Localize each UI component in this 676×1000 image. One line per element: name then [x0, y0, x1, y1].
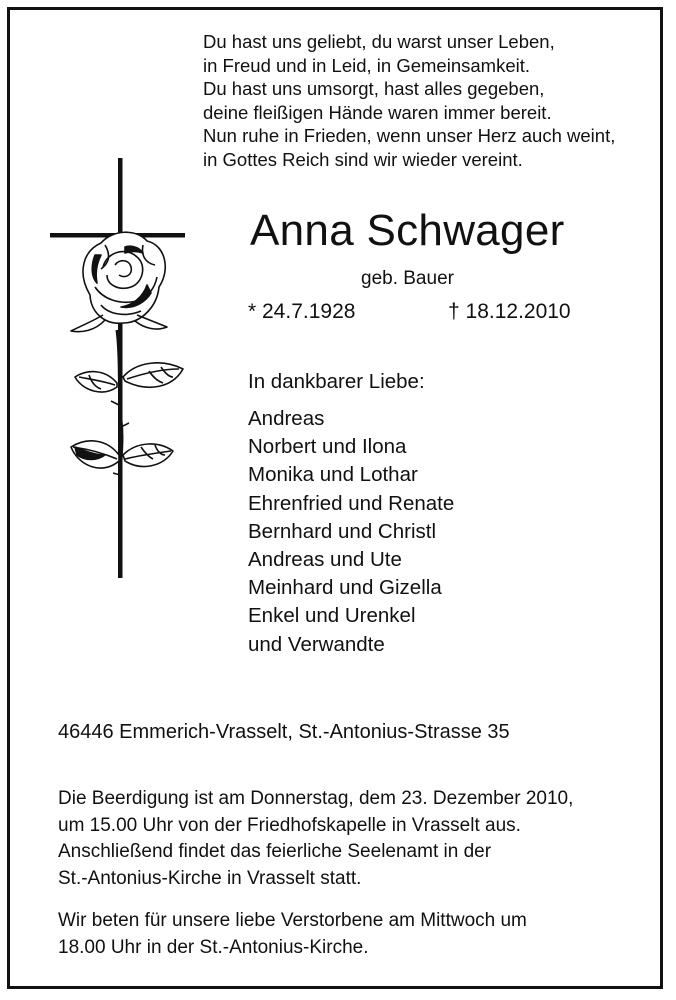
funeral-line: um 15.00 Uhr von der Friedhofskapelle in Vrasselt aus. — [58, 814, 521, 836]
mourner-entry: Andreas und Ute — [248, 548, 402, 572]
birth-date: * 24.7.1928 — [248, 300, 356, 323]
mourners-list — [248, 405, 454, 659]
poem-line: Nun ruhe in Frieden, wenn unser Herz auch weint, — [203, 125, 616, 147]
poem-line: in Freud und in Leid, in Gemeinsamkeit. — [203, 54, 531, 76]
death-date: † 18.12.2010 — [448, 300, 571, 323]
mourner-entry: Enkel und Urenkel — [248, 604, 416, 628]
mourner-entry: Ehrenfried und Renate — [248, 491, 455, 515]
funeral-details — [58, 786, 573, 893]
funeral-line: St.-Antonius-Kirche in Vrasselt statt. — [58, 868, 362, 890]
mourner-entry: Andreas — [248, 407, 325, 430]
mourners-intro: In dankbarer Liebe: — [248, 370, 425, 393]
prayer-line: Wir beten für unsere liebe Verstorbene am Mittwoch um — [58, 910, 527, 931]
prayer-line: 18.00 Uhr in der St.-Antonius-Kirche. — [58, 936, 369, 958]
mourner-entry: Norbert und Ilona — [248, 435, 407, 459]
family-address: 46446 Emmerich-Vrasselt, St.-Antonius-Strasse 35 — [58, 721, 510, 743]
poem-line: Du hast uns geliebt, du warst unser Leben, — [203, 31, 555, 52]
prayer-details — [58, 908, 527, 961]
deceased-name: Anna Schwager — [250, 206, 565, 255]
funeral-line: Die Beerdigung ist am Donnerstag, dem 23. Dezember 2010, — [58, 788, 574, 809]
mourner-entry: Monika und Lothar — [248, 463, 418, 487]
poem-line: Du hast uns umsorgt, hast alles gegeben, — [203, 78, 545, 100]
mourner-entry: Meinhard und Gizella — [248, 576, 442, 600]
poem-line: in Gottes Reich sind wir wieder vereint. — [203, 148, 523, 170]
poem-line: deine fleißigen Hände waren immer bereit. — [203, 101, 552, 123]
cross-rose-emblem — [45, 155, 195, 585]
memorial-poem — [203, 30, 615, 172]
funeral-line: Anschließend findet das feierliche Seelenamt in der — [58, 841, 492, 863]
mourner-entry: Bernhard und Christl — [248, 519, 437, 543]
rose-icon — [71, 232, 183, 485]
birth-name: geb. Bauer — [361, 268, 454, 289]
mourner-entry: und Verwandte — [248, 632, 385, 656]
